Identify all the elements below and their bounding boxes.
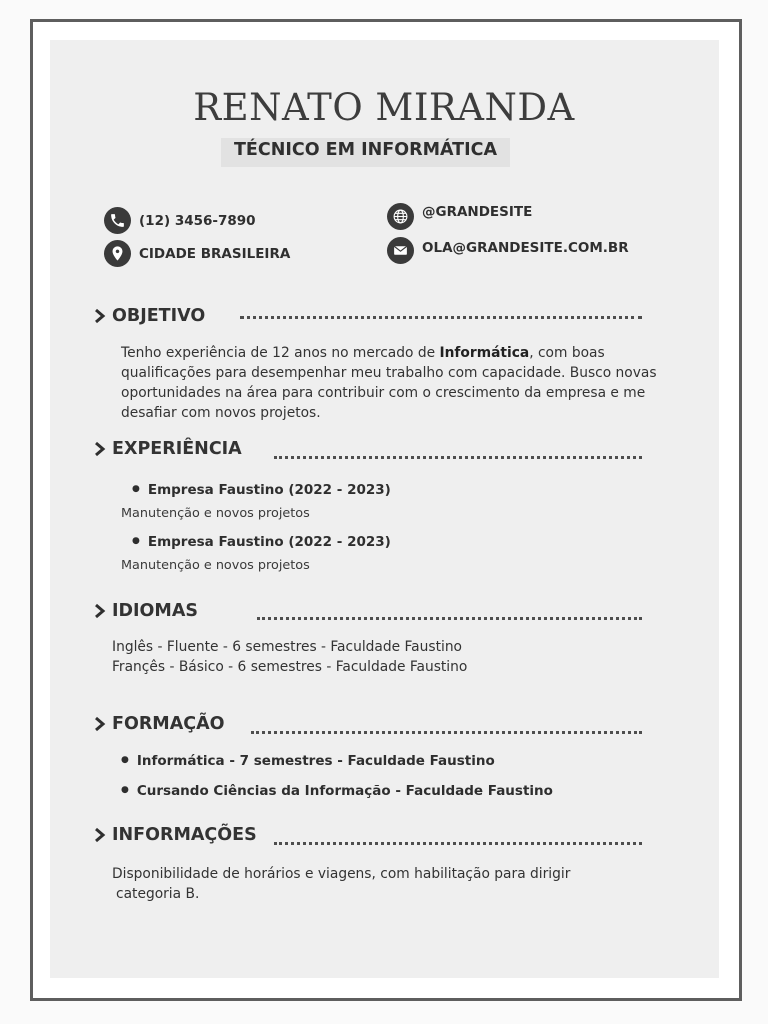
experience-desc: Manutenção e novos projetos — [121, 558, 310, 573]
section-heading-informacoes — [92, 825, 257, 845]
section-divider — [251, 731, 642, 734]
list-item: ● Cursando Ciências da Informação - Faculdade Faustino — [121, 783, 553, 799]
contact-city — [104, 240, 290, 267]
list-item: ● Empresa Faustino (2022 - 2023) — [132, 482, 391, 498]
chevron-right-icon — [92, 308, 108, 324]
chevron-right-icon — [92, 827, 108, 843]
resume-role: TÉCNICO EM INFORMÁTICA — [221, 138, 510, 167]
info-line: Disponibilidade de horários e viagens, com habilitação para dirigir — [112, 866, 571, 882]
section-title: EXPERIÊNCIA — [112, 439, 242, 459]
contact-phone — [104, 207, 256, 234]
section-heading-experiencia — [92, 439, 242, 459]
city-text: CIDADE BRASILEIRA — [139, 245, 291, 262]
objetivo-text: Tenho experiência de 12 anos no mercado de Informática, com boas qualificações para desempenhar meu trabalho com capacidade. Busco novas oportunidades na área para contribuir com o crescimento da empresa e me desafiar com novos projetos. — [121, 345, 657, 421]
resume-name: RENATO MIRANDA — [193, 86, 575, 129]
list-item: ● Informática - 7 semestres - Faculdade Faustino — [121, 753, 495, 769]
section-divider — [274, 842, 642, 845]
section-heading-objetivo — [92, 306, 205, 326]
section-title: OBJETIVO — [112, 306, 206, 326]
location-pin-icon — [104, 240, 131, 267]
section-heading-idiomas — [92, 601, 198, 621]
section-title: INFORMAÇÕES — [112, 825, 257, 845]
section-divider — [240, 316, 642, 319]
list-item: ● Empresa Faustino (2022 - 2023) — [132, 534, 391, 550]
section-divider — [274, 456, 642, 459]
contact-website — [387, 203, 532, 230]
contact-email — [387, 237, 629, 264]
envelope-icon — [387, 237, 414, 264]
section-divider — [257, 617, 642, 620]
chevron-right-icon — [92, 603, 108, 619]
phone-icon — [104, 207, 131, 234]
phone-number: (12) 3456-7890 — [139, 212, 256, 229]
email-text[interactable]: OLA@GRANDESITE.COM.BR — [422, 239, 629, 256]
language-line: Françês - Básico - 6 semestres - Faculdade Faustino — [112, 659, 468, 675]
website-text[interactable]: @GRANDESITE — [422, 203, 533, 220]
language-line: Inglês - Fluente - 6 semestres - Faculdade Faustino — [112, 639, 463, 655]
experience-desc: Manutenção e novos projetos — [121, 506, 310, 521]
section-title: FORMAÇÃO — [112, 714, 225, 734]
chevron-right-icon — [92, 441, 108, 457]
info-line: categoria B. — [116, 886, 200, 902]
section-heading-formacao — [92, 714, 225, 734]
section-title: IDIOMAS — [112, 601, 198, 621]
globe-icon — [387, 203, 414, 230]
chevron-right-icon — [92, 716, 108, 732]
